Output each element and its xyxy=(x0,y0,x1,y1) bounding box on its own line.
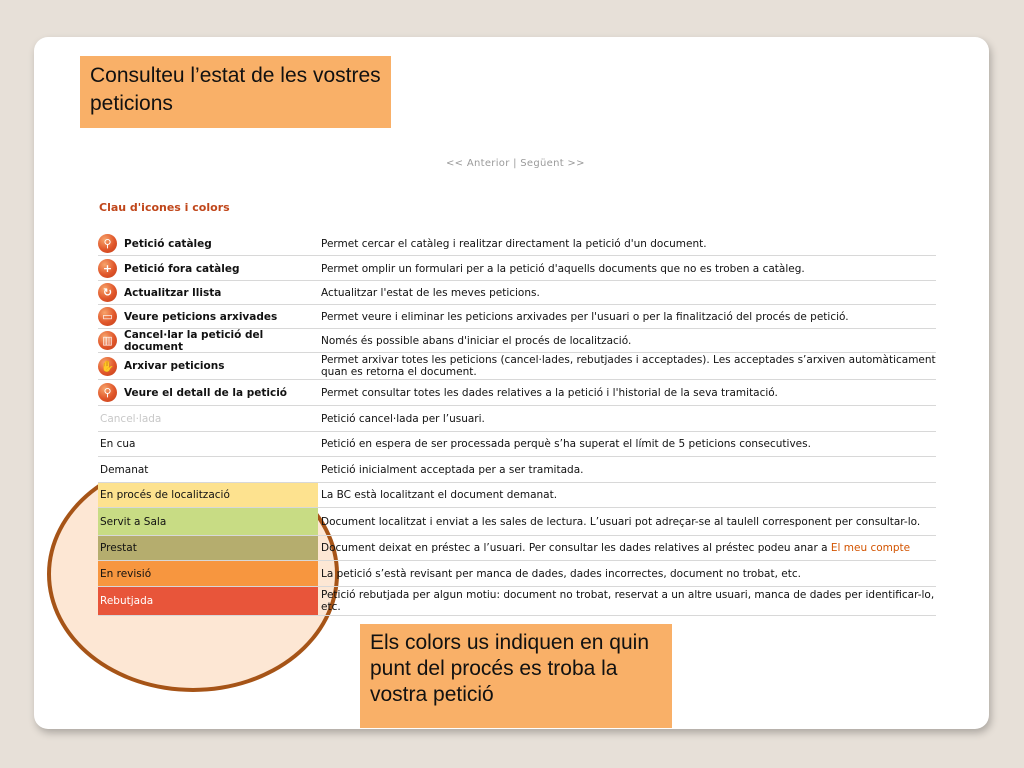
legend-label-text: Petició catàleg xyxy=(124,237,212,250)
status-label: Demanat xyxy=(100,463,149,476)
magnifier-icon: ⚲ xyxy=(98,234,117,253)
nav-separator: | xyxy=(513,158,517,169)
legend-label-text: Petició fora catàleg xyxy=(124,262,240,275)
status-label: En revisió xyxy=(100,567,152,580)
hand-icon: ✋ xyxy=(98,357,117,376)
legend-icon-row xyxy=(98,257,936,281)
legend-status-row xyxy=(98,457,936,483)
legend-description: Permet omplir un formulari per a la petició d'aquells documents que no es troben a catàleg. xyxy=(321,262,805,275)
status-swatch xyxy=(98,432,318,456)
legend-icon-label xyxy=(98,380,318,405)
status-swatch xyxy=(98,536,318,560)
status-description xyxy=(321,406,936,431)
legend-status-row xyxy=(98,561,936,587)
legend-icon-label xyxy=(98,305,318,328)
status-description-text: La petició s’està revisant per manca de dades, dades incorrectes, document no trobat, etc. xyxy=(321,567,801,580)
legend-description: Actualitzar l'estat de les meves peticions. xyxy=(321,286,540,299)
status-description xyxy=(321,483,936,507)
trash-icon: ▥ xyxy=(98,331,117,350)
status-swatch xyxy=(98,508,318,535)
legend-description: Permet cercar el catàleg i realitzar directament la petició d'un document. xyxy=(321,237,707,250)
magnifier-icon: ⚲ xyxy=(98,383,117,402)
status-label: En procés de localització xyxy=(100,489,230,501)
status-description xyxy=(321,587,936,615)
legend-status-row xyxy=(98,483,936,508)
prev-link[interactable]: << Anterior xyxy=(446,158,510,169)
my-account-link[interactable]: El meu compte xyxy=(830,542,911,554)
legend-icon-row xyxy=(98,305,936,329)
legend-description: Permet consultar totes les dades relatives a la petició i l'historial de la seva tramitació. xyxy=(321,386,778,399)
status-description xyxy=(321,536,936,560)
status-description xyxy=(321,561,936,586)
status-swatch xyxy=(98,587,318,615)
legend-label-text: Actualitzar llista xyxy=(124,286,222,299)
legend-icon-row xyxy=(98,281,936,305)
status-description-text: Document deixat en préstec a l’usuari. Per consultar les dades relatives al préstec podeu anar a xyxy=(321,542,828,554)
legend-status-row xyxy=(98,508,936,536)
legend-icon-row xyxy=(98,329,936,353)
legend-status-row xyxy=(98,536,936,561)
legend-icon-label xyxy=(98,329,318,352)
legend-icon-label xyxy=(98,232,318,255)
legend-label-text: Cancel·lar la petició del document xyxy=(124,328,264,353)
status-description-text: Petició en espera de ser processada perquè s’ha superat el límit de 5 peticions consecutives. xyxy=(321,438,811,450)
legend-title: Clau d'icones i colors xyxy=(99,201,230,214)
legend-icon-label xyxy=(98,353,318,379)
status-swatch xyxy=(98,483,318,507)
status-description-text: Petició cancel·lada per l’usuari. xyxy=(321,412,485,425)
next-link[interactable]: Següent >> xyxy=(520,158,585,169)
pagination-nav xyxy=(446,158,585,169)
status-description xyxy=(321,508,936,535)
status-swatch xyxy=(98,406,318,431)
legend-description: Permet veure i eliminar les peticions arxivades per l'usuari o per la finalització del procés de petició. xyxy=(321,310,849,323)
status-swatch xyxy=(98,561,318,586)
status-description xyxy=(321,432,936,456)
status-label: Cancel·lada xyxy=(100,412,162,425)
legend-icon-label xyxy=(98,257,318,280)
legend-label-text: Veure el detall de la petició xyxy=(124,386,288,399)
legend-description: Només és possible abans d'iniciar el procés de localització. xyxy=(321,334,632,347)
legend-icon-row xyxy=(98,353,936,380)
status-description-text: Petició inicialment acceptada per a ser tramitada. xyxy=(321,463,584,476)
legend-label-text: Arxivar peticions xyxy=(124,360,225,372)
status-description xyxy=(321,457,936,482)
status-label: Rebutjada xyxy=(100,595,154,607)
status-swatch xyxy=(98,457,318,482)
legend-description: Permet arxivar totes les peticions (cancel·lades, rebutjades i acceptades). Les acceptades s’arxiven automàticament quan es retorna el document. xyxy=(321,354,936,378)
legend-label-text: Veure peticions arxivades xyxy=(124,310,278,323)
status-label: Prestat xyxy=(100,542,137,554)
legend-status-row xyxy=(98,432,936,457)
plus-icon: + xyxy=(98,259,117,278)
refresh-icon: ↻ xyxy=(98,283,117,302)
status-label: Servit a Sala xyxy=(100,515,167,528)
folder-icon: ▭ xyxy=(98,307,117,326)
status-description-text: Petició rebutjada per algun motiu: document no trobat, reservat a un altre usuari, manca de dades per identificar-lo, etc. xyxy=(321,589,935,613)
status-label: En cua xyxy=(100,438,136,450)
status-description-text: Document localitzat i enviat a les sales de lectura. L’usuari pot adreçar-se al taulell corresponent per consultar-lo. xyxy=(321,515,921,528)
legend-icon-row xyxy=(98,380,936,406)
legend-status-row xyxy=(98,406,936,432)
bottom-callout: Els colors us indiquen en quin punt del procés es troba la vostra petició xyxy=(360,624,672,728)
legend-status-row xyxy=(98,587,936,616)
top-callout: Consulteu l’estat de les vostres peticions xyxy=(80,56,391,128)
legend-icon-label xyxy=(98,281,318,304)
status-description-text: La BC està localitzant el document demanat. xyxy=(321,489,558,501)
legend-icon-row xyxy=(98,232,936,256)
